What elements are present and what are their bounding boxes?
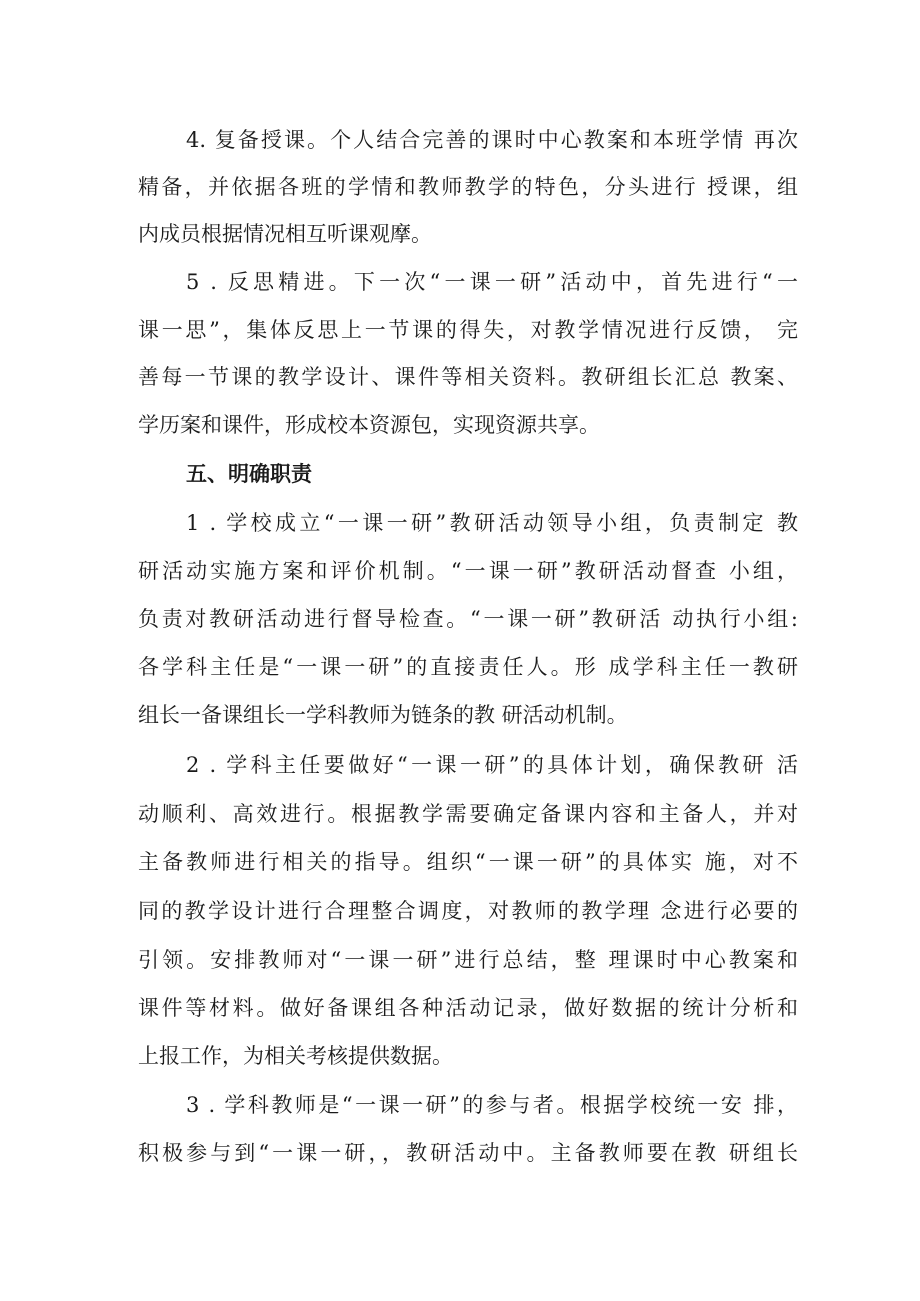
section-paragraph-1-line-2: 研活动实施方案和评价机制。“一课一研”教研活动督查 小组， bbox=[138, 559, 798, 583]
section-paragraph-3-line-1: 3 . 学科教师是“一课一研”的参与者。根据学校统一安 排， bbox=[186, 1093, 798, 1117]
section-paragraph-2-line-5: 引领。安排教师对“一课一研”进行总结，整 理课时中心教案和 bbox=[138, 948, 798, 972]
paragraph-5-line-1: 5 . 反思精进。下一次“一课一研”活动中，首先进行“一 bbox=[186, 270, 798, 294]
section-paragraph-1-line-1: 1 . 学校成立“一课一研”教研活动领导小组，负责制定 教 bbox=[186, 511, 798, 535]
section-paragraph-2-line-4: 同的教学设计进行合理整合调度，对教师的教学理 念进行必要的 bbox=[138, 899, 798, 923]
section-paragraph-2-line-6: 课件等材料。做好备课组各种活动记录，做好数据的统计分析和 bbox=[138, 996, 798, 1020]
paragraph-5-line-2: 课一思”，集体反思上一节课的得失，对教学情况进行反馈， 完 bbox=[138, 318, 798, 342]
section-paragraph-2-line-1: 2 . 学科主任要做好“一课一研”的具体计划，确保教研 活 bbox=[186, 753, 798, 777]
paragraph-5-line-3: 善每一节课的教学设计、课件等相关资料。教研组长汇总 教案、 bbox=[138, 365, 798, 389]
section-paragraph-1-line-3: 负责对教研活动进行督导检查。“一课一研”教研活 动执行小组: bbox=[138, 607, 798, 631]
paragraph-4-line-3: 内成员根据情况相互听课观摩。 bbox=[138, 222, 432, 246]
paragraph-4-line-2: 精备，并依据各班的学情和教师教学的特色，分头进行 授课，组 bbox=[138, 175, 798, 199]
paragraph-4-line-1: 4. 复备授课。个人结合完善的课时中心教案和本班学情 再次 bbox=[186, 128, 798, 152]
section-paragraph-1-line-4: 各学科主任是“一课一研”的直接责任人。形 成学科主任一教研 bbox=[138, 655, 798, 679]
section-paragraph-1-line-5: 组长一备课组长一学科教师为链条的教 研活动机制。 bbox=[138, 703, 628, 727]
section-paragraph-2-line-3: 主备教师进行相关的指导。组织“一课一研”的具体实 施，对不 bbox=[138, 850, 798, 874]
section-paragraph-3-line-2: 积极参与到“一课一研，，教研活动中。主备教师要在教 研组长 bbox=[138, 1141, 798, 1165]
paragraph-5-line-4: 学历案和课件，形成校本资源包，实现资源共享。 bbox=[138, 413, 600, 437]
section-heading: 五、明确职责 bbox=[186, 462, 312, 486]
section-paragraph-2-line-7: 上报工作，为相关考核提供数据。 bbox=[138, 1044, 453, 1068]
section-paragraph-2-line-2: 动顺利、高效进行。根据教学需要确定备课内容和主备人，并对 bbox=[138, 802, 798, 826]
